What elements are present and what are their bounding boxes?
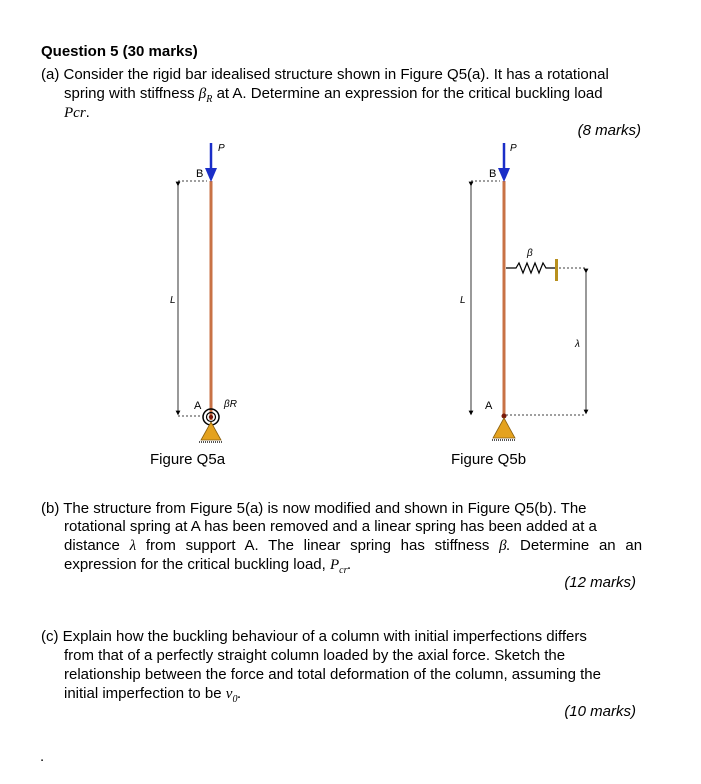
load-label: P — [218, 143, 225, 154]
load-arrowhead — [205, 168, 217, 182]
text: from support A. The linear spring has stiffness — [145, 537, 490, 554]
figure-q5b-caption: Figure Q5b — [451, 451, 527, 468]
period: . — [85, 104, 90, 121]
distance-label: λ — [575, 339, 580, 350]
part-c-line-1: (c) Explain how the buckling behaviour of a column with initial imperfections differs — [41, 628, 587, 645]
pin-support-icon — [201, 422, 221, 440]
part-a-marks: (8 marks) — [577, 122, 641, 139]
part-c-line-2: from that of a perfectly straight column loaded by the axial force. Sketch the — [64, 647, 566, 664]
figure-q5b — [460, 143, 586, 440]
part-b-line-1: (b) The structure from Figure 5(a) is now modified and shown in Figure Q5(b). The — [41, 500, 587, 517]
spring-label: β — [527, 248, 533, 259]
v0-symbol: $v_0$. — [225, 686, 242, 705]
part-c-line-3: relationship between the force and total deformation of the column, assuming the — [64, 666, 601, 683]
lambda-symbol: λ — [129, 538, 137, 554]
point-b-label: B — [196, 168, 204, 180]
part-b-line-2: rotational spring at A has been removed and a linear spring has been added at a — [64, 518, 597, 535]
part-a-line-1: (a) Consider the rigid bar idealised structure shown in Figure Q5(a). It has a rotational — [41, 66, 609, 83]
load-label: P — [510, 143, 517, 154]
figure-q5a — [170, 143, 237, 442]
part-b-line-4 — [64, 556, 351, 576]
point-a-label: A — [194, 400, 202, 412]
question-title: Question 5 (30 marks) — [41, 43, 198, 60]
point-a-label: A — [485, 400, 493, 412]
pcr-symbol: Pcr — [64, 105, 86, 121]
beta-symbol: β. — [499, 538, 511, 554]
footer-dot: . — [40, 748, 45, 765]
figure-q5a-caption: Figure Q5a — [150, 451, 226, 468]
load-arrowhead — [498, 168, 510, 182]
text: expression for the critical buckling load, — [64, 556, 326, 573]
point-b-label: B — [489, 168, 497, 180]
part-b-marks: (12 marks) — [564, 574, 636, 591]
wall-icon — [555, 259, 558, 281]
beta-r-symbol: $\beta_R$ — [198, 86, 213, 105]
part-c-marks: (10 marks) — [564, 703, 636, 720]
pin-support-icon — [493, 418, 515, 438]
linear-spring-icon — [506, 263, 555, 273]
text: at A. Determine an expression for the critical buckling load — [216, 85, 603, 102]
pcr-symbol: $P_{cr}$. — [329, 557, 352, 576]
part-b-line-3 — [64, 537, 642, 555]
part-c-line-4 — [64, 685, 241, 705]
text: Determine an — [520, 537, 616, 554]
length-label: L — [460, 295, 466, 306]
text: an — [625, 537, 643, 554]
spring-label: βR — [224, 399, 237, 410]
text: spring with stiffness — [64, 85, 195, 102]
length-label: L — [170, 295, 176, 306]
text: initial imperfection to be — [64, 685, 222, 702]
text: distance — [64, 537, 120, 554]
